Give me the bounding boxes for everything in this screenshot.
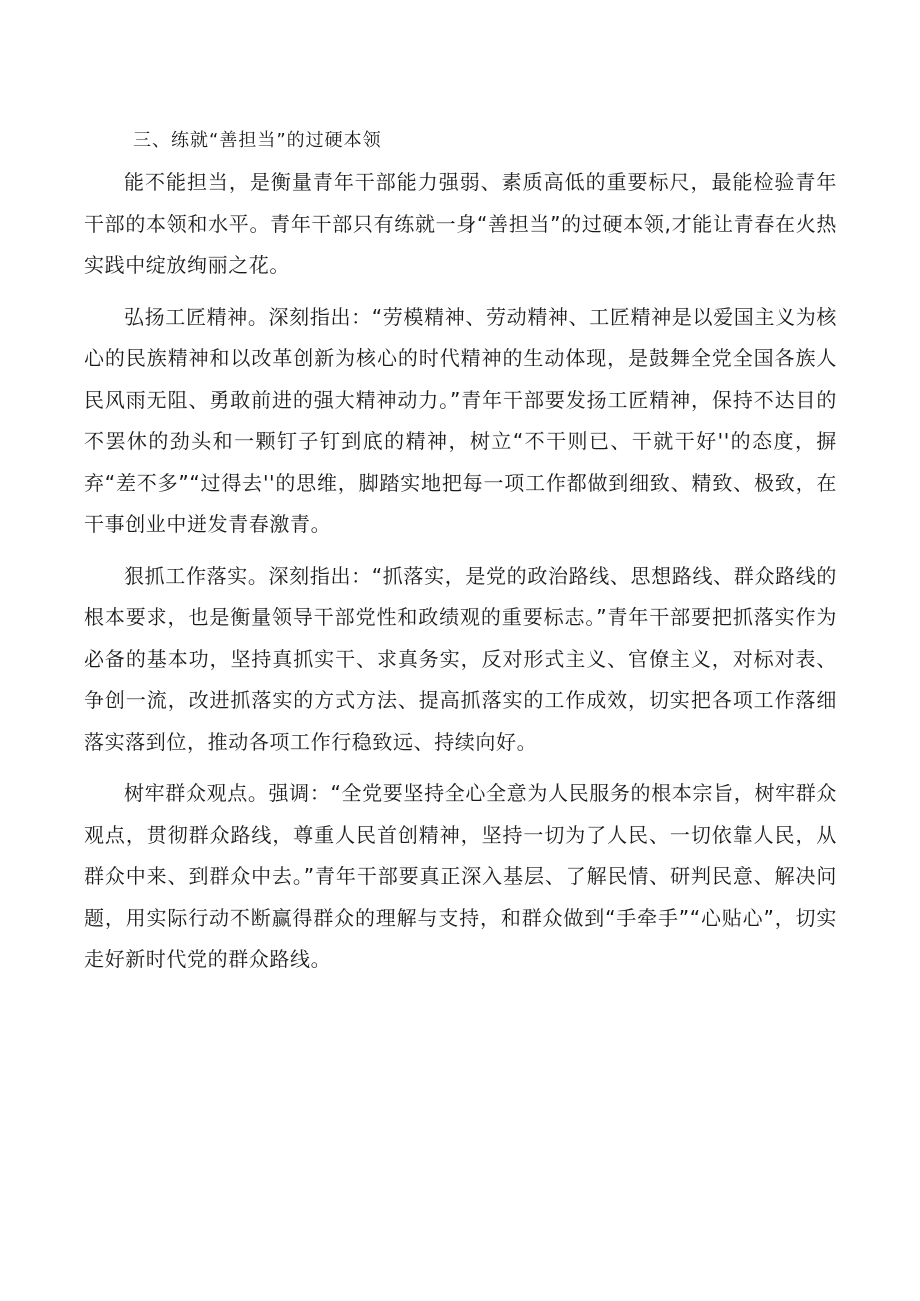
paragraph-intro: 能不能担当，是衡量青年干部能力强弱、素质高低的重要标尺，最能检验青年干部的本领和水平。青年干部只有练就一身“善担当”的过硬本领,才能让青春在火热实践中绽放绚丽之花。 xyxy=(84,170,837,277)
paragraph-mass-viewpoint: 树牢群众观点。强调：“全党要坚持全心全意为人民服务的根本宗旨，树牢群众观点，贯彻群众路线，尊重人民首创精神，坚持一切为了人民、一切依靠人民，从群众中来、到群众中去。”青年干部要真正深入基层、了解民情、研判民意、解决问题，用实际行动不断赢得群众的理解与支持，和群众做到“手牵手”“心贴心”，切实走好新时代党的群众路线。 xyxy=(84,781,837,971)
section-heading: 三、练就“善担当”的过硬本领 xyxy=(133,130,382,151)
paragraph-work-implementation: 狠抓工作落实。深刻指出：“抓落实，是党的政治路线、思想路线、群众路线的根本要求，也是衡量领导干部党性和政绩观的重要标志。”青年干部要把抓落实作为必备的基本功，坚持真抓实干、求真务实，反对形式主义、官僚主义，对标对表、争创一流，改进抓落实的方式方法、提高抓落实的工作成效，切实把各项工作落细落实落到位，推动各项工作行稳致远、持续向好。 xyxy=(84,563,837,754)
paragraph-craftsman-spirit: 弘扬工匠精神。深刻指出：“劳模精神、劳动精神、工匠精神是以爱国主义为核心的民族精神和以改革创新为核心的时代精神的生动体现，是鼓舞全党全国各族人民风雨无阻、勇敢前进的强大精神动力。”青年干部要发扬工匠精神，保持不达目的不罢休的劲头和一颗钉子钉到底的精神，树立“不干则已、干就干好''的态度，摒弃“差不多”“过得去''的思维，脚踏实地把每一项工作都做到细致、精致、极致，在干事创业中迸发青春激青。 xyxy=(84,304,837,536)
document-body xyxy=(84,122,837,991)
